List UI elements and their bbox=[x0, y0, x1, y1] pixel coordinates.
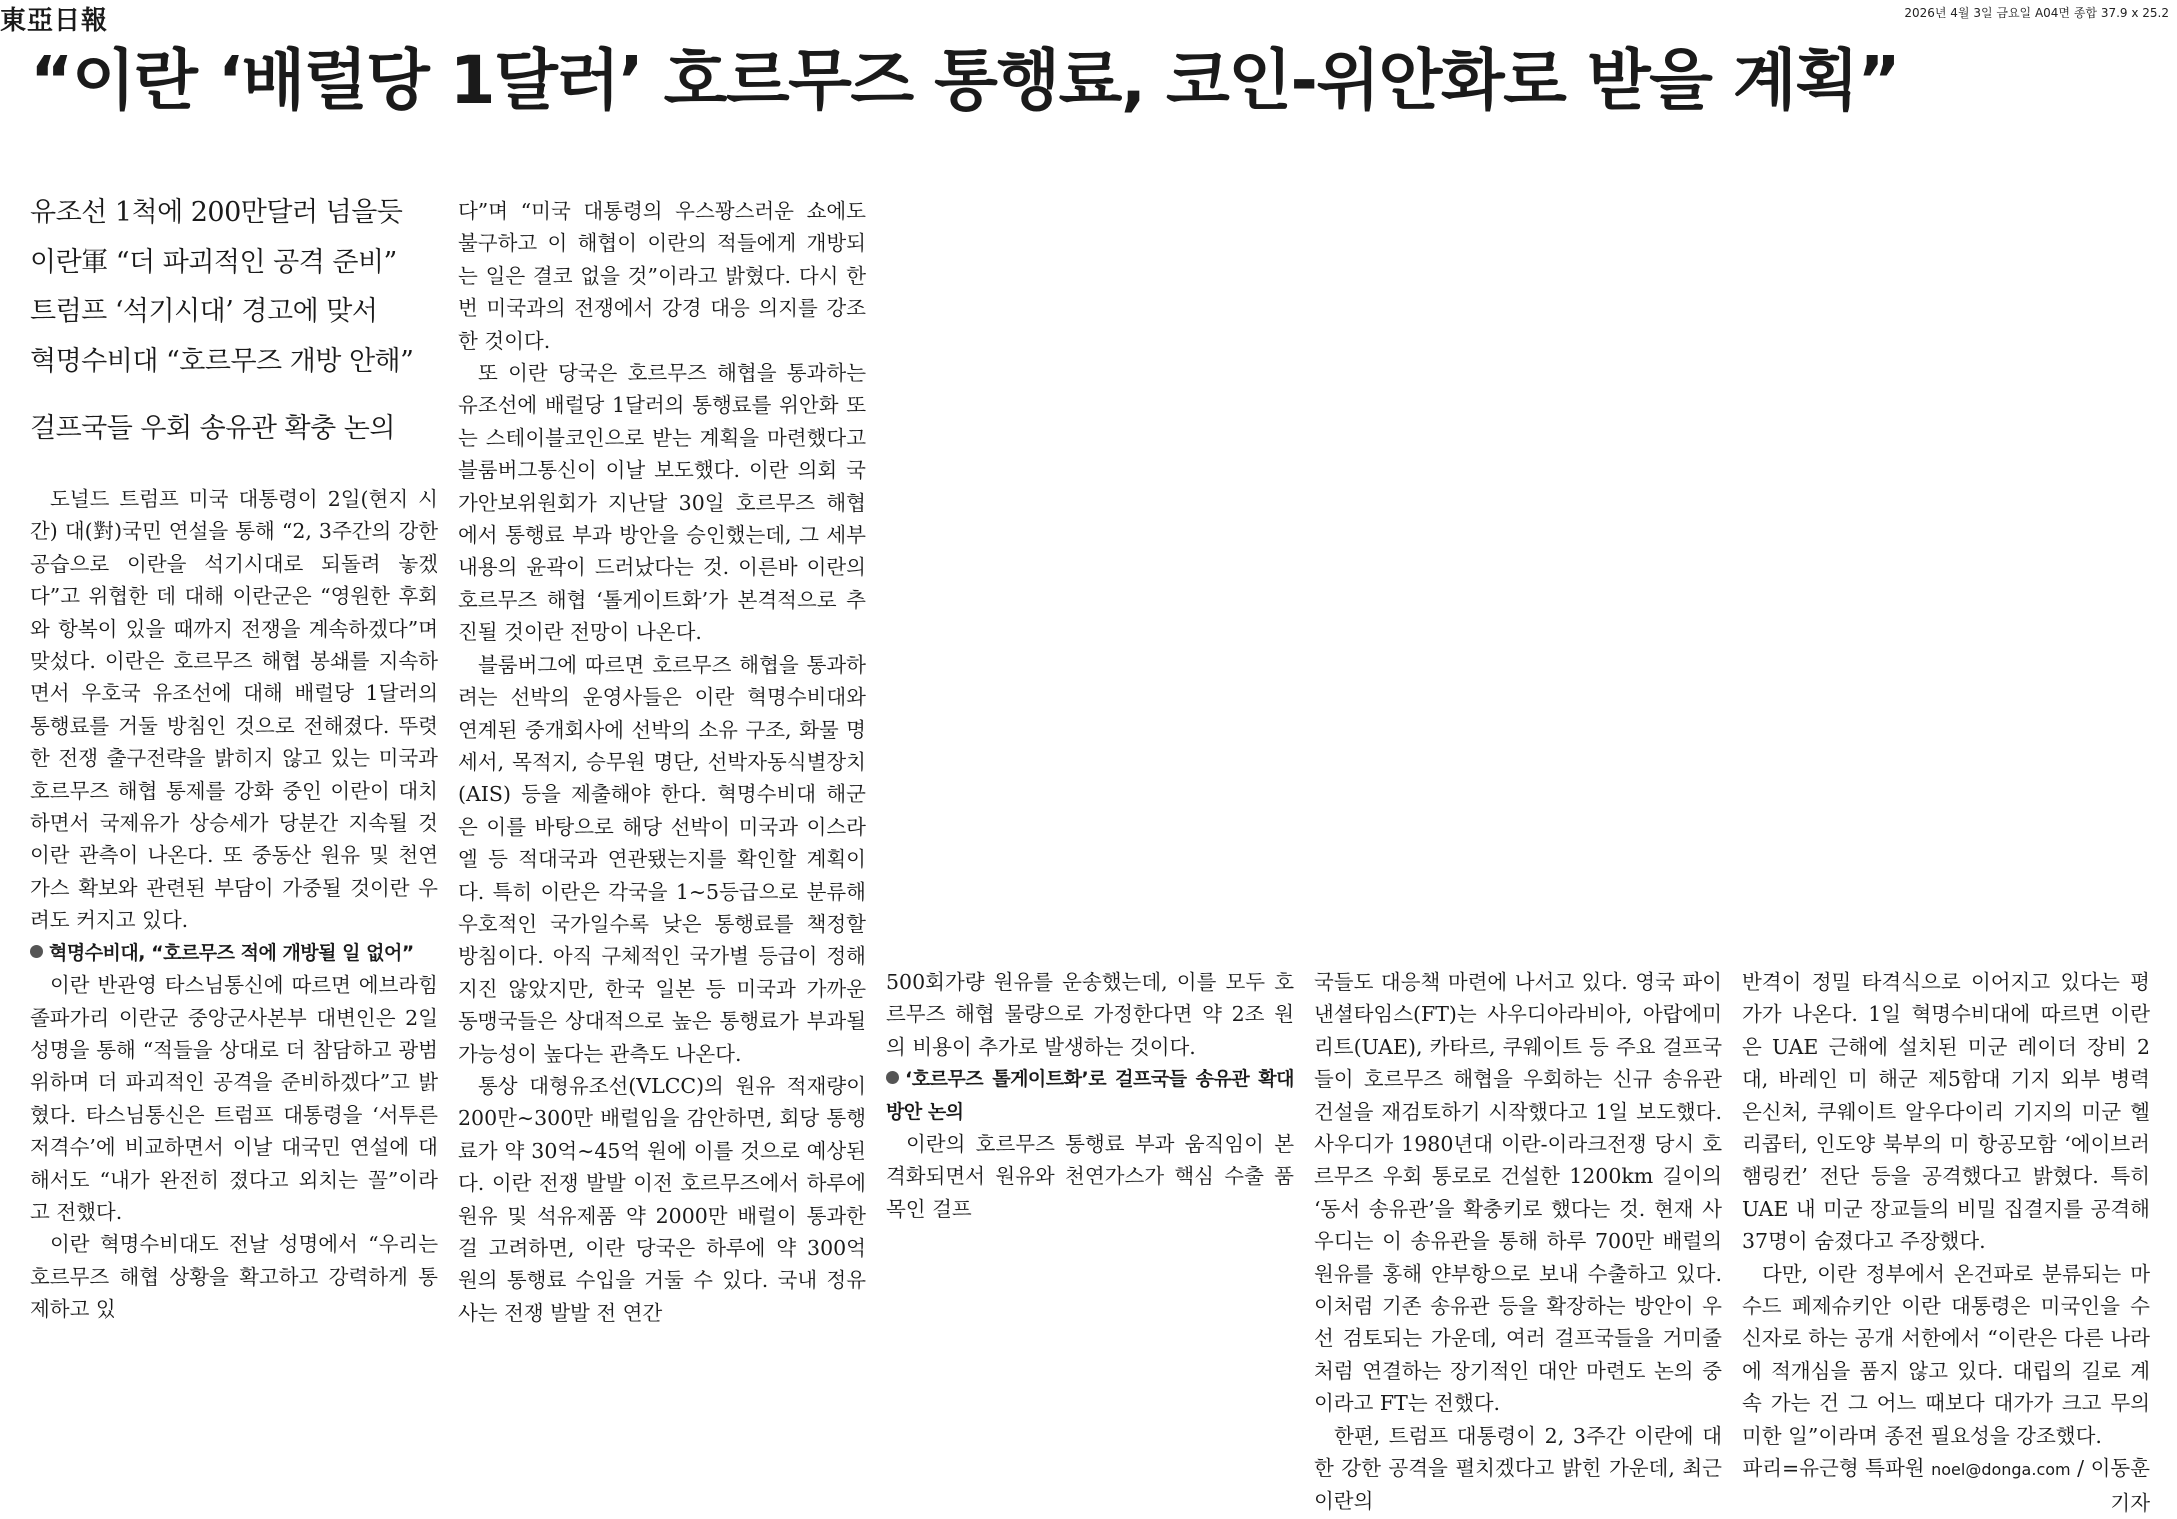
subhead-2: 이란軍 “더 파괴적인 공격 준비” bbox=[30, 246, 397, 278]
bullet-icon bbox=[886, 1071, 899, 1084]
subhead-3: 트럼프 ‘석기시대’ 경고에 맞서 bbox=[30, 296, 378, 327]
paragraph: 국들도 대응책 마련에 나서고 있다. 영국 파이낸셜타임스(FT)는 사우디아라비아, 아랍에미리트(UAE), 카타르, 쿠웨이트 등 주요 걸프국들이 호르무즈 해협을 우회하는 신규 송유관 건설을 재검토하기 시작했다고 1일 보도했다. 사우디가 1980년대 이란-이라크전쟁 당시 호르무즈 우회 통로로 건설한 1200km 길이의 ‘동서 송유관’을 확충키로 했다는 것. 현재 사우디는 이 송유관을 통해 하루 700만 배럴의 원유를 홍해 얀부항으로 보내 수출하고 있다. 이처럼 기존 송유관 등을 확장하는 방안이 우선 검토되는 가운데, 여러 걸프국들을 거미줄처럼 연결하는 장기적인 대안 마련도 논의 중이라고 FT는 전했다. bbox=[1314, 970, 1722, 1416]
paragraph: 500회가량 원유를 운송했는데, 이를 모두 호르무즈 해협 물량으로 가정한다면 약 2조 원의 비용이 추가로 발생하는 것이다. bbox=[886, 970, 1294, 1059]
section-heading: ‘호르무즈 톨게이트화’로 걸프국들 송유관 확대 방안 논의 bbox=[886, 1068, 1294, 1123]
paragraph: 이란 반관영 타스님통신에 따르면 에브라힘 졸파가리 이란군 중앙군사본부 대변인은 2일 성명을 통해 “적들을 상대로 더 참담하고 광범위하며 더 파괴적인 공격을 준비하겠다”고 밝혔다. 타스님통신은 트럼프 대통령을 ‘서투른 저격수’에 비교하면서 이날 대국민 연설에 대해서도 “내가 완전히 졌다고 외치는 꼴”이라고 전했다. bbox=[30, 973, 438, 1224]
subhead-5: 걸프국들 우회 송유관 확충 논의 bbox=[30, 413, 395, 444]
paragraph: 이란의 호르무즈 통행료 부과 움직임이 본격화되면서 원유와 천연가스가 핵심 수출 품목인 걸프 bbox=[886, 1132, 1294, 1221]
paragraph: 반격이 정밀 타격식으로 이어지고 있다는 평가가 나온다. 1일 혁명수비대에 따르면 이란은 UAE 근해에 설치된 미군 레이더 장비 2대, 바레인 미 해군 제5함대 기지 외부 병력 은신처, 쿠웨이트 알우다이리 기지의 미군 헬리콥터, 인도양 북부의 미 항공모함 ‘에이브러햄링컨’ 전단 등을 공격했다고 밝혔다. 특히 UAE 내 미군 장교들의 비밀 집결지를 공격해 37명이 숨졌다고 주장했다. bbox=[1742, 970, 2150, 1254]
column-4 bbox=[1314, 966, 1722, 1517]
paragraph: 한편, 트럼프 대통령이 2, 3주간 이란에 대한 강한 공격을 펼치겠다고 밝힌 가운데, 최근 이란의 bbox=[1314, 1423, 1722, 1513]
section-heading: 혁명수비대, “호르무즈 적에 개방될 일 없어” bbox=[30, 937, 438, 969]
byline-reporter: 파리=유근형 특파원 bbox=[1742, 1456, 1925, 1481]
byline-email[interactable]: noel@donga.com bbox=[1931, 1460, 2071, 1480]
dateline: 2026년 4월 3일 금요일 A04면 종합 37.9 x 25.2 bbox=[1904, 6, 2169, 20]
column-5 bbox=[1742, 966, 2150, 1519]
byline-reporter-2: / 이동훈 기자 bbox=[2077, 1456, 2150, 1515]
bullet-icon bbox=[30, 945, 43, 958]
column-3 bbox=[886, 966, 1294, 1225]
paragraph: 또 이란 당국은 호르무즈 해협을 통과하는 유조선에 배럴당 1달러의 통행료를 위안화 또는 스테이블코인으로 받는 계획을 마련했다고 블룸버그통신이 이날 보도했다. 이란 의회 국가안보위원회가 지난달 30일 호르무즈 해협에서 통행료 부과 방안을 승인했는데, 그 세부 내용의 윤곽이 드러났다는 것. 이른바 이란의 호르무즈 해협 ‘톨게이트화’가 본격적으로 추진될 것이란 전망이 나온다. bbox=[458, 361, 866, 645]
paragraph: 이란 혁명수비대도 전날 성명에서 “우리는 호르무즈 해협 상황을 확고하고 강력하게 통제하고 있 bbox=[30, 1232, 438, 1322]
paragraph: 블룸버그에 따르면 호르무즈 해협을 통과하려는 선박의 운영사들은 이란 혁명수비대와 연계된 중개회사에 선박의 소유 구조, 화물 명세서, 목적지, 승무원 명단, 선박자동식별장치(AIS) 등을 제출해야 한다. 혁명수비대 해군은 이를 바탕으로 해당 선박이 미국과 이스라엘 등 적대국과 연관됐는지를 확인할 계획이다. 특히 이란은 각국을 1∼5등급으로 분류해 우호적인 국가일수록 낮은 통행료를 책정할 방침이다. 아직 구체적인 국가별 등급이 정해지진 않았지만, 한국 일본 등 미국과 가까운 동맹국들은 상대적으로 높은 통행료가 부과될 가능성이 높다는 관측도 나온다. bbox=[458, 652, 866, 1066]
paragraph: 다만, 이란 정부에서 온건파로 분류되는 마수드 페제슈키안 이란 대통령은 미국인을 수신자로 하는 공개 서한에서 “이란은 다른 나라에 적개심을 품지 않고 있다. 대립의 길로 계속 가는 건 그 어느 때보다 대가가 크고 무의미한 일”이라며 종전 필요성을 강조했다. bbox=[1742, 1261, 2150, 1448]
paragraph: 다”며 “미국 대통령의 우스꽝스러운 쇼에도 불구하고 이 해협이 이란의 적들에게 개방되는 일은 결코 없을 것”이라고 밝혔다. 다시 한번 미국과의 전쟁에서 강경 대응 의지를 강조한 것이다. bbox=[458, 199, 866, 353]
masthead-logo: 東亞日報 bbox=[0, 6, 109, 36]
column-1 bbox=[30, 483, 438, 1326]
paragraph: 통상 대형유조선(VLCC)의 원유 적재량이 200만∼300만 배럴임을 감안하면, 회당 통행료가 약 30억∼45억 원에 이를 것으로 예상된다. 이란 전쟁 발발 이전 호르무즈에서 하루에 원유 및 석유제품 약 2000만 배럴이 통과한 걸 고려하면, 이란 당국은 하루에 약 300억 원의 통행료 수입을 거둘 수 있다. 국내 정유사는 전쟁 발발 전 연간 bbox=[458, 1073, 866, 1325]
subhead-4: 혁명수비대 “호르무즈 개방 안해” bbox=[30, 345, 414, 377]
paragraph: 도널드 트럼프 미국 대통령이 2일(현지 시간) 대(對)국민 연설을 통해 “2, 3주간의 강한 공습으로 이란을 석기시대로 되돌려 놓겠다”고 위협한 데 대해 이란군은 “영원한 후회와 항복이 있을 때까지 전쟁을 계속하겠다”며 맞섰다. 이란은 호르무즈 해협 봉쇄를 지속하면서 우호국 유조선에 대해 배럴당 1달러의 통행료를 거둘 방침인 것으로 전해졌다. 뚜렷한 전쟁 출구전략을 밝히지 않고 있는 미국과 호르무즈 해협 통제를 강화 중인 이란이 대치하면서 국제유가 상승세가 당분간 지속될 것이란 관측이 나온다. 또 중동산 원유 및 천연가스 확보와 관련된 부담이 가중될 것이란 우려도 커지고 있다. bbox=[30, 487, 438, 933]
headline: “이란 ‘배럴당 1달러’ 호르무즈 통행료, 코인-위안화로 받을 계획” bbox=[30, 42, 1900, 119]
subhead-1: 유조선 1척에 200만달러 넘을듯 bbox=[30, 197, 403, 228]
byline bbox=[1742, 1452, 2150, 1519]
subheads bbox=[30, 188, 430, 454]
column-2 bbox=[458, 195, 866, 1329]
